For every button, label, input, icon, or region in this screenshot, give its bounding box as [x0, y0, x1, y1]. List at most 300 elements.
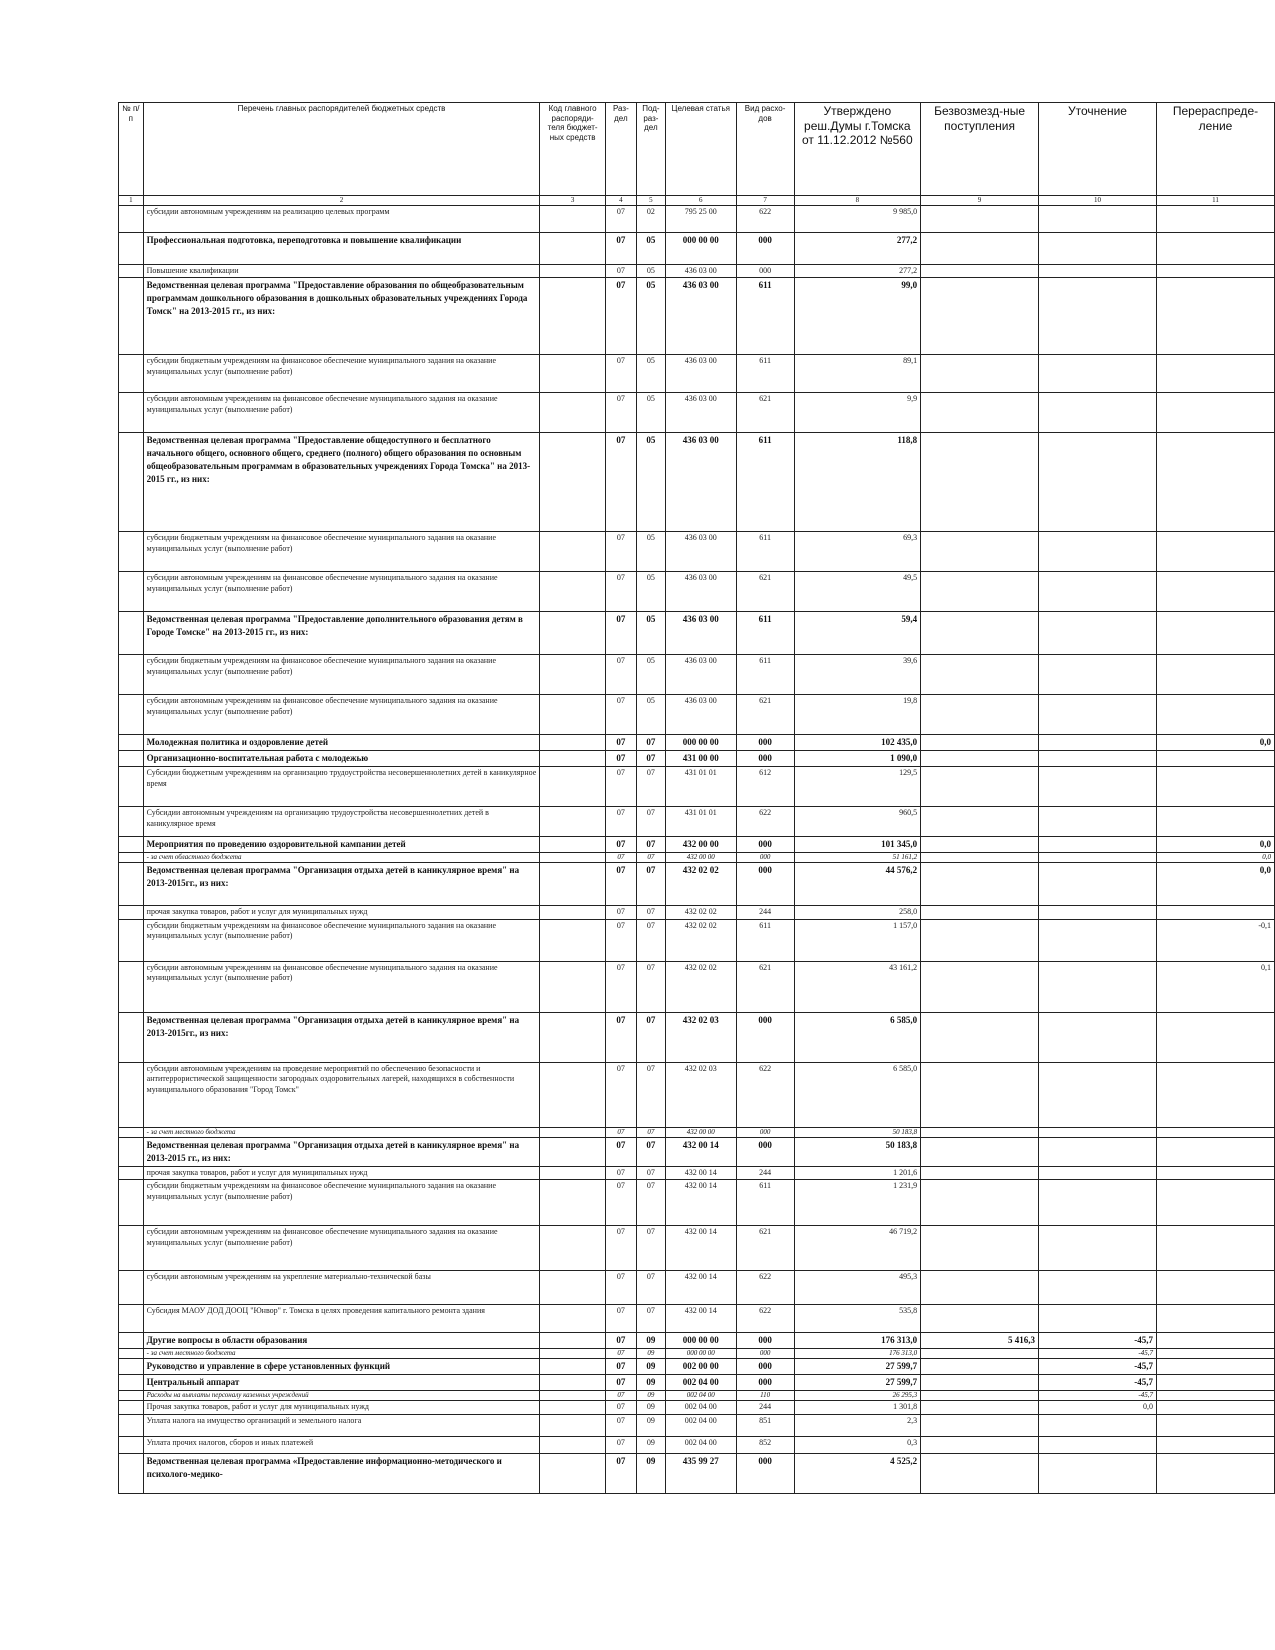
section-cell: 07	[605, 1333, 636, 1349]
target-article-cell: 436 03 00	[665, 655, 736, 695]
section-cell: 07	[605, 355, 636, 393]
table-row	[119, 1453, 1275, 1493]
redistribution-cell	[1156, 1375, 1274, 1391]
gratuitous-amount-cell	[921, 233, 1039, 265]
clarification-cell	[1039, 1436, 1157, 1453]
manager-code-cell	[540, 863, 605, 906]
target-article-cell: 436 03 00	[665, 532, 736, 572]
redistribution-cell	[1156, 1180, 1274, 1226]
expense-type-cell: 244	[736, 1166, 794, 1179]
clarification-cell	[1039, 1137, 1157, 1166]
section-cell: 07	[605, 1166, 636, 1179]
item-name-cell: Организационно-воспитательная работа с молодежью	[143, 751, 540, 767]
manager-code-cell	[540, 393, 605, 433]
item-name-cell: Уплата налога на имущество организаций и земельного налога	[143, 1414, 540, 1436]
table-row	[119, 1414, 1275, 1436]
target-article-cell: 432 00 00	[665, 1127, 736, 1137]
row-number-cell	[119, 355, 144, 393]
subsection-cell: 07	[636, 863, 665, 906]
item-name-cell: субсидии бюджетным учреждениям на финансовое обеспечение муниципального задания на оказание муниципальных услуг (выполнение работ)	[143, 532, 540, 572]
expense-type-cell: 621	[736, 572, 794, 612]
redistribution-cell	[1156, 1349, 1274, 1359]
approved-amount-cell: 69,3	[794, 532, 921, 572]
target-article-cell: 000 00 00	[665, 233, 736, 265]
clarification-cell	[1039, 612, 1157, 655]
section-cell: 07	[605, 655, 636, 695]
item-name-cell: - за счет местного бюджета	[143, 1127, 540, 1137]
manager-code-cell	[540, 1305, 605, 1333]
row-number-cell	[119, 1349, 144, 1359]
subsection-cell: 07	[636, 1166, 665, 1179]
gratuitous-amount-cell	[921, 433, 1039, 532]
item-name-cell: Субсидия МАОУ ДОД ДООЦ "Юнвор" г. Томска в целях проведения капитального ремонта здания	[143, 1305, 540, 1333]
approved-amount-cell: 1 090,0	[794, 751, 921, 767]
section-cell: 07	[605, 572, 636, 612]
target-article-cell: 432 02 02	[665, 919, 736, 961]
table-row	[119, 1180, 1275, 1226]
item-name-cell: Руководство и управление в сфере установленных функций	[143, 1359, 540, 1375]
expense-type-cell: 000	[736, 1375, 794, 1391]
column-number: 3	[540, 196, 605, 206]
gratuitous-amount-cell	[921, 1436, 1039, 1453]
subsection-cell: 05	[636, 433, 665, 532]
redistribution-cell: 0,0	[1156, 863, 1274, 906]
subsection-cell: 09	[636, 1414, 665, 1436]
section-cell: 07	[605, 393, 636, 433]
section-cell: 07	[605, 1359, 636, 1375]
approved-amount-cell: 2,3	[794, 1414, 921, 1436]
section-cell: 07	[605, 906, 636, 919]
row-number-cell	[119, 206, 144, 233]
item-name-cell: субсидии бюджетным учреждениям на финансовое обеспечение муниципального задания на оказание муниципальных услуг (выполнение работ)	[143, 355, 540, 393]
approved-amount-cell: 277,2	[794, 265, 921, 278]
section-cell: 07	[605, 1349, 636, 1359]
redistribution-cell	[1156, 906, 1274, 919]
manager-code-cell	[540, 1226, 605, 1271]
manager-code-cell	[540, 1271, 605, 1305]
subsection-cell: 09	[636, 1453, 665, 1493]
section-cell: 07	[605, 532, 636, 572]
table-row	[119, 906, 1275, 919]
expense-type-cell: 621	[736, 393, 794, 433]
target-article-cell: 432 00 14	[665, 1180, 736, 1226]
item-name-cell: субсидии автономным учреждениям на финансовое обеспечение муниципального задания на оказание муниципальных услуг (выполнение работ)	[143, 393, 540, 433]
gratuitous-amount-cell	[921, 265, 1039, 278]
expense-type-cell: 852	[736, 1436, 794, 1453]
approved-amount-cell: 9,9	[794, 393, 921, 433]
item-name-cell: - за счет областного бюджета	[143, 853, 540, 863]
item-name-cell: Мероприятия по проведению оздоровительной кампании детей	[143, 837, 540, 853]
expense-type-cell: 621	[736, 961, 794, 1012]
redistribution-cell	[1156, 807, 1274, 837]
redistribution-cell	[1156, 1401, 1274, 1414]
redistribution-cell	[1156, 1305, 1274, 1333]
subsection-cell: 09	[636, 1436, 665, 1453]
approved-amount-cell: 176 313,0	[794, 1349, 921, 1359]
table-row	[119, 807, 1275, 837]
redistribution-cell	[1156, 767, 1274, 807]
item-name-cell: субсидии автономным учреждениям на проведение мероприятий по обеспечению безопасности и антитеррористической защищенности загородных оздоровительных лагерей, находящихся в собственности муниципального образования "Город Томск"	[143, 1062, 540, 1127]
redistribution-cell	[1156, 1062, 1274, 1127]
row-number-cell	[119, 393, 144, 433]
column-number: 2	[143, 196, 540, 206]
table-row	[119, 695, 1275, 735]
section-cell: 07	[605, 206, 636, 233]
gratuitous-amount-cell	[921, 1453, 1039, 1493]
item-name-cell: Центральный аппарат	[143, 1375, 540, 1391]
row-number-cell	[119, 1226, 144, 1271]
row-number-cell	[119, 837, 144, 853]
manager-code-cell	[540, 1166, 605, 1179]
manager-code-cell	[540, 1180, 605, 1226]
subsection-cell: 05	[636, 393, 665, 433]
section-cell: 07	[605, 1271, 636, 1305]
expense-type-cell: 000	[736, 1453, 794, 1493]
section-cell: 07	[605, 1127, 636, 1137]
gratuitous-amount-cell	[921, 807, 1039, 837]
section-cell: 07	[605, 265, 636, 278]
header-code: Код главного распоряди-теля бюджет-ных средств	[540, 103, 605, 196]
row-number-cell	[119, 751, 144, 767]
table-row	[119, 233, 1275, 265]
approved-amount-cell: 960,5	[794, 807, 921, 837]
clarification-cell	[1039, 807, 1157, 837]
clarification-cell	[1039, 355, 1157, 393]
manager-code-cell	[540, 612, 605, 655]
subsection-cell: 09	[636, 1391, 665, 1401]
section-cell: 07	[605, 919, 636, 961]
redistribution-cell: 0,0	[1156, 853, 1274, 863]
manager-code-cell	[540, 1401, 605, 1414]
approved-amount-cell: 89,1	[794, 355, 921, 393]
row-number-cell	[119, 961, 144, 1012]
table-row	[119, 1401, 1275, 1414]
section-cell: 07	[605, 1062, 636, 1127]
item-name-cell: субсидии автономным учреждениям на реализацию целевых программ	[143, 206, 540, 233]
column-number: 4	[605, 196, 636, 206]
section-cell: 07	[605, 735, 636, 751]
manager-code-cell	[540, 1391, 605, 1401]
header-name: Перечень главных распорядителей бюджетных средств	[143, 103, 540, 196]
approved-amount-cell: 19,8	[794, 695, 921, 735]
clarification-cell	[1039, 233, 1157, 265]
clarification-cell	[1039, 863, 1157, 906]
gratuitous-amount-cell	[921, 1401, 1039, 1414]
gratuitous-amount-cell	[921, 1180, 1039, 1226]
item-name-cell: субсидии автономным учреждениям на финансовое обеспечение муниципального задания на оказание муниципальных услуг (выполнение работ)	[143, 572, 540, 612]
approved-amount-cell: 51 161,2	[794, 853, 921, 863]
section-cell: 07	[605, 1226, 636, 1271]
item-name-cell: субсидии автономным учреждениям на финансовое обеспечение муниципального задания на оказание муниципальных услуг (выполнение работ)	[143, 1226, 540, 1271]
table-row	[119, 655, 1275, 695]
gratuitous-amount-cell	[921, 1012, 1039, 1062]
row-number-cell	[119, 1137, 144, 1166]
clarification-cell	[1039, 1305, 1157, 1333]
gratuitous-amount-cell	[921, 1062, 1039, 1127]
table-row	[119, 837, 1275, 853]
approved-amount-cell: 101 345,0	[794, 837, 921, 853]
section-cell: 07	[605, 1401, 636, 1414]
target-article-cell: 002 04 00	[665, 1391, 736, 1401]
item-name-cell: Ведомственная целевая программа "Организация отдыха детей в каникулярное время" на 2013-2015гг., из них:	[143, 863, 540, 906]
subsection-cell: 05	[636, 655, 665, 695]
section-cell: 07	[605, 863, 636, 906]
clarification-cell	[1039, 1127, 1157, 1137]
expense-type-cell: 611	[736, 532, 794, 572]
table-row	[119, 278, 1275, 355]
expense-type-cell: 000	[736, 1359, 794, 1375]
gratuitous-amount-cell	[921, 751, 1039, 767]
subsection-cell: 07	[636, 1012, 665, 1062]
clarification-cell	[1039, 853, 1157, 863]
clarification-cell	[1039, 532, 1157, 572]
section-cell: 07	[605, 1414, 636, 1436]
row-number-cell	[119, 1180, 144, 1226]
table-row	[119, 863, 1275, 906]
clarification-cell	[1039, 393, 1157, 433]
table-row	[119, 1349, 1275, 1359]
item-name-cell: субсидии бюджетным учреждениям на финансовое обеспечение муниципального задания на оказание муниципальных услуг (выполнение работ)	[143, 655, 540, 695]
gratuitous-amount-cell	[921, 906, 1039, 919]
expense-type-cell: 612	[736, 767, 794, 807]
redistribution-cell	[1156, 695, 1274, 735]
row-number-cell	[119, 433, 144, 532]
row-number-cell	[119, 695, 144, 735]
manager-code-cell	[540, 1375, 605, 1391]
item-name-cell: субсидии автономным учреждениям на финансовое обеспечение муниципального задания на оказание муниципальных услуг (выполнение работ)	[143, 695, 540, 735]
row-number-cell	[119, 1271, 144, 1305]
header-expense-type: Вид расхо-дов	[736, 103, 794, 196]
manager-code-cell	[540, 961, 605, 1012]
target-article-cell: 435 99 27	[665, 1453, 736, 1493]
target-article-cell: 432 00 14	[665, 1166, 736, 1179]
target-article-cell: 432 02 02	[665, 961, 736, 1012]
section-cell: 07	[605, 807, 636, 837]
expense-type-cell: 611	[736, 433, 794, 532]
row-number-cell	[119, 233, 144, 265]
row-number-cell	[119, 532, 144, 572]
approved-amount-cell: 26 295,3	[794, 1391, 921, 1401]
redistribution-cell	[1156, 532, 1274, 572]
clarification-cell	[1039, 1226, 1157, 1271]
subsection-cell: 07	[636, 1062, 665, 1127]
approved-amount-cell: 1 301,8	[794, 1401, 921, 1414]
target-article-cell: 436 03 00	[665, 572, 736, 612]
section-cell: 07	[605, 961, 636, 1012]
manager-code-cell	[540, 572, 605, 612]
row-number-cell	[119, 572, 144, 612]
subsection-cell: 05	[636, 612, 665, 655]
subsection-cell: 02	[636, 206, 665, 233]
gratuitous-amount-cell	[921, 278, 1039, 355]
clarification-cell	[1039, 767, 1157, 807]
subsection-cell: 07	[636, 1271, 665, 1305]
redistribution-cell: 0,0	[1156, 735, 1274, 751]
item-name-cell: Повышение квалификации	[143, 265, 540, 278]
row-number-cell	[119, 278, 144, 355]
table-row	[119, 1305, 1275, 1333]
section-cell: 07	[605, 433, 636, 532]
subsection-cell: 09	[636, 1333, 665, 1349]
subsection-cell: 07	[636, 807, 665, 837]
subsection-cell: 05	[636, 695, 665, 735]
header-row	[119, 103, 1275, 196]
redistribution-cell	[1156, 393, 1274, 433]
expense-type-cell: 000	[736, 265, 794, 278]
table-row	[119, 1062, 1275, 1127]
table-row	[119, 206, 1275, 233]
subsection-cell: 07	[636, 735, 665, 751]
subsection-cell: 09	[636, 1359, 665, 1375]
redistribution-cell	[1156, 1166, 1274, 1179]
approved-amount-cell: 1 231,9	[794, 1180, 921, 1226]
approved-amount-cell: 535,8	[794, 1305, 921, 1333]
item-name-cell: Ведомственная целевая программа "Организация отдыха детей в каникулярное время" на 2013-2015 гг., из них:	[143, 1137, 540, 1166]
table-row	[119, 919, 1275, 961]
redistribution-cell	[1156, 1414, 1274, 1436]
row-number-cell	[119, 1166, 144, 1179]
redistribution-cell: 0,0	[1156, 837, 1274, 853]
redistribution-cell	[1156, 265, 1274, 278]
subsection-cell: 07	[636, 1226, 665, 1271]
target-article-cell: 432 02 03	[665, 1062, 736, 1127]
table-row	[119, 1226, 1275, 1271]
redistribution-cell	[1156, 233, 1274, 265]
row-number-cell	[119, 1375, 144, 1391]
manager-code-cell	[540, 278, 605, 355]
manager-code-cell	[540, 1012, 605, 1062]
row-number-cell	[119, 767, 144, 807]
redistribution-cell	[1156, 655, 1274, 695]
gratuitous-amount-cell	[921, 735, 1039, 751]
clarification-cell	[1039, 1453, 1157, 1493]
item-name-cell: Прочая закупка товаров, работ и услуг для муниципальных нужд	[143, 1401, 540, 1414]
gratuitous-amount-cell	[921, 919, 1039, 961]
manager-code-cell	[540, 1436, 605, 1453]
item-name-cell: субсидии бюджетным учреждениям на финансовое обеспечение муниципального задания на оказание муниципальных услуг (выполнение работ)	[143, 1180, 540, 1226]
redistribution-cell	[1156, 1271, 1274, 1305]
column-number: 5	[636, 196, 665, 206]
target-article-cell: 432 00 00	[665, 853, 736, 863]
subsection-cell: 09	[636, 1349, 665, 1359]
row-number-cell	[119, 906, 144, 919]
table-row	[119, 1137, 1275, 1166]
table-row	[119, 1166, 1275, 1179]
clarification-cell	[1039, 695, 1157, 735]
manager-code-cell	[540, 433, 605, 532]
item-name-cell: Субсидии бюджетным учреждениям на организацию трудоустройства несовершеннолетних детей в каникулярное время	[143, 767, 540, 807]
item-name-cell: Ведомственная целевая программа "Предоставление дополнительного образования детям в Городе Томске" на 2013-2015 гг., из них:	[143, 612, 540, 655]
table-row	[119, 612, 1275, 655]
manager-code-cell	[540, 1349, 605, 1359]
expense-type-cell: 851	[736, 1414, 794, 1436]
table-row	[119, 1333, 1275, 1349]
manager-code-cell	[540, 265, 605, 278]
expense-type-cell: 611	[736, 919, 794, 961]
manager-code-cell	[540, 233, 605, 265]
gratuitous-amount-cell	[921, 1414, 1039, 1436]
manager-code-cell	[540, 206, 605, 233]
row-number-cell	[119, 1453, 144, 1493]
manager-code-cell	[540, 807, 605, 837]
redistribution-cell: -0,1	[1156, 919, 1274, 961]
gratuitous-amount-cell	[921, 1166, 1039, 1179]
clarification-cell	[1039, 572, 1157, 612]
approved-amount-cell: 102 435,0	[794, 735, 921, 751]
gratuitous-amount-cell	[921, 1391, 1039, 1401]
column-number: 11	[1156, 196, 1274, 206]
row-number-cell	[119, 265, 144, 278]
item-name-cell: Ведомственная целевая программа "Предоставление общедоступного и бесплатного начального общего, основного общего, среднего (полного) общего образования по основным общеобразовательным программам в образовательных учреждениях Города Томска" на 2013-2015 гг., из них:	[143, 433, 540, 532]
approved-amount-cell: 39,6	[794, 655, 921, 695]
header-redistribution: Перераспреде-ление	[1156, 103, 1274, 196]
clarification-cell: -45,7	[1039, 1391, 1157, 1401]
clarification-cell	[1039, 751, 1157, 767]
item-name-cell: Расходы на выплаты персоналу казенных учреждений	[143, 1391, 540, 1401]
row-number-cell	[119, 919, 144, 961]
redistribution-cell	[1156, 1333, 1274, 1349]
row-number-cell	[119, 863, 144, 906]
manager-code-cell	[540, 532, 605, 572]
clarification-cell	[1039, 1062, 1157, 1127]
approved-amount-cell: 9 985,0	[794, 206, 921, 233]
redistribution-cell	[1156, 1012, 1274, 1062]
manager-code-cell	[540, 1127, 605, 1137]
redistribution-cell	[1156, 1391, 1274, 1401]
column-number: 10	[1039, 196, 1157, 206]
gratuitous-amount-cell	[921, 1305, 1039, 1333]
section-cell: 07	[605, 695, 636, 735]
redistribution-cell: 0,1	[1156, 961, 1274, 1012]
table-row	[119, 1391, 1275, 1401]
approved-amount-cell: 6 585,0	[794, 1012, 921, 1062]
row-number-cell	[119, 1333, 144, 1349]
target-article-cell: 432 00 14	[665, 1271, 736, 1305]
table-row	[119, 1012, 1275, 1062]
approved-amount-cell: 49,5	[794, 572, 921, 612]
section-cell: 07	[605, 1180, 636, 1226]
table-row	[119, 735, 1275, 751]
clarification-cell: 0,0	[1039, 1401, 1157, 1414]
gratuitous-amount-cell	[921, 961, 1039, 1012]
row-number-cell	[119, 612, 144, 655]
subsection-cell: 05	[636, 233, 665, 265]
item-name-cell: - за счет местного бюджета	[143, 1349, 540, 1359]
item-name-cell: субсидии бюджетным учреждениям на финансовое обеспечение муниципального задания на оказание муниципальных услуг (выполнение работ)	[143, 919, 540, 961]
approved-amount-cell: 59,4	[794, 612, 921, 655]
header-section: Раз-дел	[605, 103, 636, 196]
section-cell: 07	[605, 1391, 636, 1401]
section-cell: 07	[605, 1137, 636, 1166]
item-name-cell: Другие вопросы в области образования	[143, 1333, 540, 1349]
subsection-cell: 07	[636, 751, 665, 767]
section-cell: 07	[605, 1012, 636, 1062]
subsection-cell: 07	[636, 1180, 665, 1226]
target-article-cell: 436 03 00	[665, 612, 736, 655]
approved-amount-cell: 27 599,7	[794, 1375, 921, 1391]
row-number-cell	[119, 1436, 144, 1453]
gratuitous-amount-cell	[921, 612, 1039, 655]
target-article-cell: 436 03 00	[665, 278, 736, 355]
header-num: № п/п	[119, 103, 144, 196]
target-article-cell: 002 04 00	[665, 1436, 736, 1453]
manager-code-cell	[540, 767, 605, 807]
manager-code-cell	[540, 837, 605, 853]
subsection-cell: 07	[636, 961, 665, 1012]
gratuitous-amount-cell	[921, 837, 1039, 853]
clarification-cell: -45,7	[1039, 1375, 1157, 1391]
table-row	[119, 853, 1275, 863]
